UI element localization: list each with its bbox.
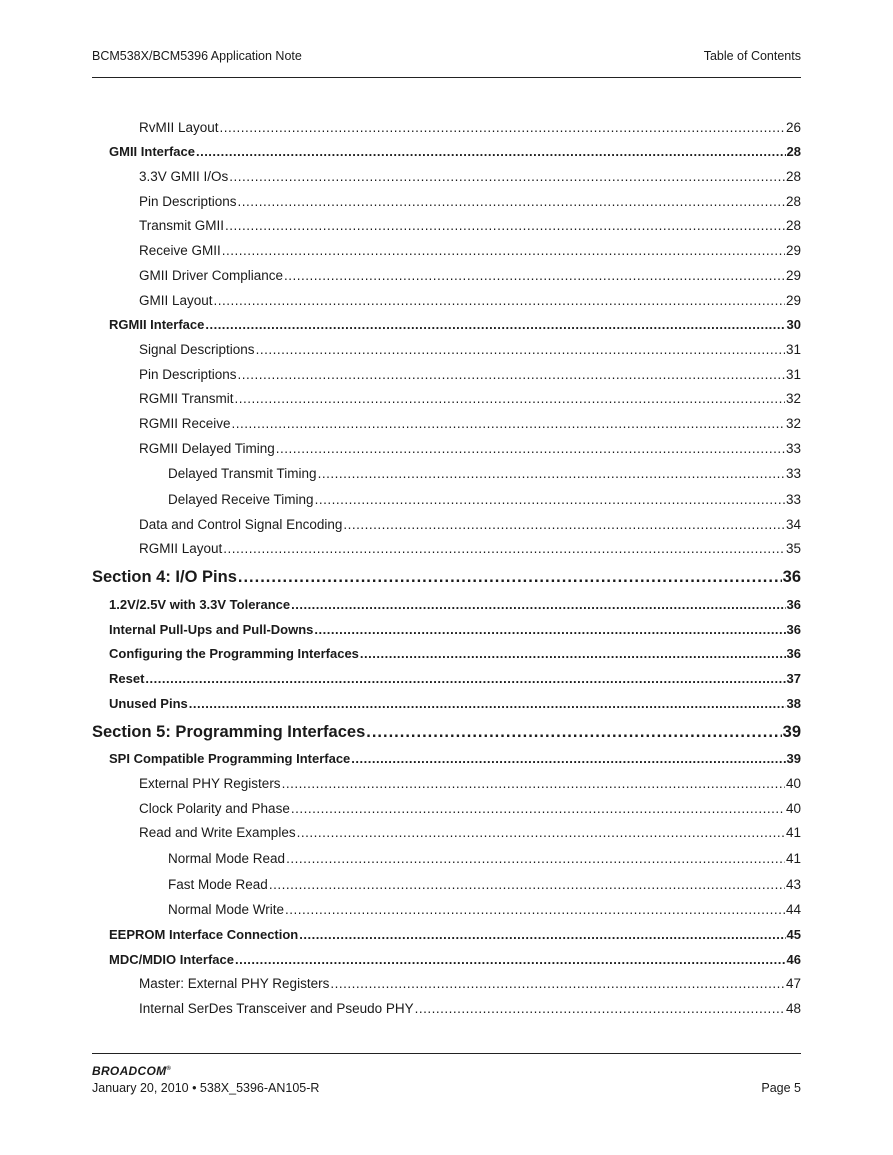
toc-entry[interactable]	[92, 587, 801, 612]
toc-entry-page: 40	[785, 776, 801, 791]
dot-leader	[343, 517, 785, 532]
toc-entry[interactable]	[92, 507, 801, 532]
toc-entry-page: 33	[785, 466, 801, 482]
dot-leader	[256, 342, 785, 357]
toc-entry-title: 3.3V GMII I/Os	[139, 169, 229, 185]
toc-entry-title: Pin Descriptions	[139, 193, 237, 209]
dot-leader	[229, 169, 785, 184]
dot-leader	[205, 317, 785, 332]
dot-leader	[330, 976, 785, 991]
toc-entry[interactable]	[92, 406, 801, 431]
dot-leader	[286, 851, 785, 866]
toc-entry-page: 35	[785, 541, 801, 557]
dot-leader	[291, 801, 785, 816]
toc-entry-title: Section 5: Programming Interfaces	[92, 722, 366, 741]
dot-leader	[314, 622, 785, 637]
toc-entry[interactable]	[92, 866, 801, 892]
toc-entry-title: Reset	[109, 670, 145, 686]
toc-entry-page: 29	[785, 292, 801, 308]
toc-entry-page: 45	[786, 926, 801, 942]
toc-entry-title: Receive GMII	[139, 243, 221, 259]
toc-entry-page: 47	[785, 976, 801, 992]
registered-mark: ®	[166, 1066, 172, 1072]
logo-text: BROADCOM	[92, 1064, 167, 1078]
toc-entry-page: 36	[786, 596, 801, 612]
toc-entry-page: 46	[786, 951, 801, 967]
toc-entry[interactable]	[92, 637, 801, 662]
toc-entry-title: GMII Interface	[109, 144, 195, 160]
toc-entry[interactable]	[92, 686, 801, 711]
toc-entry[interactable]	[92, 357, 801, 382]
toc-entry-title: Read and Write Examples	[139, 825, 296, 841]
toc-entry-title: Internal SerDes Transceiver and Pseudo PHY	[139, 1000, 414, 1016]
toc-entry-page: 29	[785, 267, 801, 283]
dot-leader	[232, 416, 785, 431]
dot-leader	[196, 144, 786, 159]
toc-entry-title: RvMII Layout	[139, 119, 219, 135]
dot-leader	[291, 597, 785, 612]
toc-entry-title: MDC/MDIO Interface	[109, 951, 234, 967]
toc-entry-page: 28	[785, 218, 801, 234]
toc-entry[interactable]	[92, 456, 801, 482]
toc-entry-title: Fast Mode Read	[168, 876, 268, 892]
toc-entry-page: 36	[782, 568, 801, 587]
footer-date-docid: January 20, 2010 • 538X_5396-AN105-R	[92, 1081, 320, 1095]
toc-entry-title: GMII Driver Compliance	[139, 267, 284, 283]
toc-entry-page: 40	[785, 800, 801, 816]
dot-leader	[189, 696, 786, 711]
toc-entry-page: 39	[782, 722, 801, 741]
toc-entry-title: Transmit GMII	[139, 218, 225, 234]
toc-entry-title: Normal Mode Read	[168, 850, 286, 866]
toc-entry-page: 31	[785, 366, 801, 382]
toc-entry[interactable]	[92, 917, 801, 942]
dot-leader	[220, 120, 785, 135]
toc-entry-page: 32	[785, 391, 801, 407]
toc-entry[interactable]	[92, 233, 801, 258]
toc-entry[interactable]	[92, 431, 801, 456]
toc-entry-title: RGMII Layout	[139, 541, 223, 557]
toc-entry-page: 44	[785, 902, 801, 918]
toc-entry[interactable]	[92, 110, 801, 135]
toc-entry-page: 28	[786, 144, 801, 160]
toc-entry-title: Normal Mode Write	[168, 902, 285, 918]
toc-entry-page: 36	[786, 621, 801, 637]
toc-entry-page: 29	[785, 243, 801, 259]
toc-entry[interactable]	[92, 159, 801, 184]
toc-entry[interactable]	[92, 283, 801, 308]
toc-entry-page: 28	[785, 193, 801, 209]
toc-entry-title: External PHY Registers	[139, 776, 281, 791]
toc-entry-page: 38	[786, 695, 801, 711]
dot-leader	[238, 194, 785, 209]
toc-entry-title: EEPROM Interface Connection	[109, 926, 299, 942]
toc-entry-title: Unused Pins	[109, 695, 188, 711]
toc-entry[interactable]	[92, 892, 801, 918]
toc-entry-title: Delayed Receive Timing	[168, 491, 314, 507]
broadcom-logo	[92, 1064, 171, 1078]
toc-entry[interactable]	[92, 184, 801, 209]
toc-entry-title: Clock Polarity and Phase	[139, 800, 290, 816]
toc-entry-title: GMII Layout	[139, 292, 213, 308]
toc-entry[interactable]	[92, 967, 801, 992]
toc-entry[interactable]	[92, 942, 801, 967]
dot-leader	[214, 293, 785, 308]
toc-entry-page: 34	[785, 516, 801, 532]
dot-leader	[297, 825, 785, 840]
toc-entry-title: 1.2V/2.5V with 3.3V Tolerance	[109, 596, 291, 612]
toc-entry-page: 41	[785, 850, 801, 866]
toc-entry-page: 26	[785, 119, 801, 135]
toc-entry[interactable]	[92, 332, 801, 357]
toc-entry-title: RGMII Receive	[139, 415, 231, 431]
toc-entry[interactable]	[92, 840, 801, 866]
toc-entry[interactable]	[92, 481, 801, 507]
toc-entry-page: 43	[785, 876, 801, 892]
dot-leader	[276, 441, 785, 456]
toc-entry-title: Configuring the Programming Interfaces	[109, 646, 359, 662]
toc-entry-page: 41	[785, 825, 801, 841]
toc-section-entry[interactable]	[92, 711, 801, 742]
toc-section-entry[interactable]	[92, 556, 801, 587]
toc-entry-page: 48	[785, 1000, 801, 1016]
toc-entry[interactable]	[92, 612, 801, 637]
dot-leader	[269, 877, 785, 892]
section-title: Table of Contents	[703, 49, 801, 63]
toc-entry[interactable]	[92, 791, 801, 816]
toc-entry-title: RGMII Transmit	[139, 391, 234, 407]
toc-entry-page: 30	[786, 317, 801, 333]
toc-entry[interactable]	[92, 766, 801, 791]
toc-entry-page: 39	[786, 751, 801, 767]
toc-entry[interactable]	[92, 816, 801, 841]
toc-entry-page: 36	[786, 646, 801, 662]
toc-entry[interactable]	[92, 209, 801, 234]
dot-leader	[238, 568, 782, 587]
toc-entry-title: Master: External PHY Registers	[139, 976, 330, 992]
dot-leader	[282, 776, 785, 791]
dot-leader	[235, 952, 786, 967]
toc-entry-title: RGMII Delayed Timing	[139, 440, 275, 456]
dot-leader	[145, 671, 785, 686]
toc-entry[interactable]	[92, 135, 801, 160]
dot-leader	[315, 492, 785, 507]
toc-entry-page: 32	[785, 415, 801, 431]
header-rule	[92, 77, 801, 78]
dot-leader	[284, 268, 785, 283]
dot-leader	[415, 1001, 785, 1016]
toc-entry-title: Data and Control Signal Encoding	[139, 516, 343, 532]
dot-leader	[238, 367, 785, 382]
dot-leader	[360, 646, 786, 661]
dot-leader	[318, 466, 785, 481]
toc-entry[interactable]	[92, 661, 801, 686]
toc-entry-title: SPI Compatible Programming Interface	[109, 751, 351, 767]
dot-leader	[235, 391, 785, 406]
toc-entry-page: 33	[785, 440, 801, 456]
toc-entry-title: Internal Pull-Ups and Pull-Downs	[109, 621, 314, 637]
toc-entry-page: 31	[785, 341, 801, 357]
document-title: BCM538X/BCM5396 Application Note	[92, 49, 302, 63]
toc-entry-page: 37	[786, 670, 801, 686]
toc-entry-title: RGMII Interface	[109, 317, 205, 333]
toc-entry[interactable]	[92, 258, 801, 283]
toc-entry-title: Signal Descriptions	[139, 341, 255, 357]
toc-entry-page: 28	[785, 169, 801, 185]
toc-entry[interactable]	[92, 742, 801, 767]
dot-leader	[299, 927, 785, 942]
page-number: Page 5	[761, 1081, 801, 1095]
toc-entry[interactable]	[92, 308, 801, 333]
toc-entry[interactable]	[92, 382, 801, 407]
dot-leader	[285, 902, 785, 917]
toc-entry-title: Delayed Transmit Timing	[168, 466, 317, 482]
toc-entry-page: 33	[785, 491, 801, 507]
dot-leader	[223, 541, 785, 556]
toc-entry-title: Pin Descriptions	[139, 366, 237, 382]
dot-leader	[222, 243, 785, 258]
dot-leader	[351, 751, 785, 766]
toc-entry[interactable]	[92, 532, 801, 557]
dot-leader	[225, 218, 785, 233]
toc-entry[interactable]	[92, 991, 801, 1016]
footer-rule	[92, 1053, 801, 1054]
dot-leader	[366, 723, 781, 742]
toc-entry-title: Section 4: I/O Pins	[92, 568, 237, 587]
table-of-contents	[92, 110, 801, 1016]
page-header	[92, 49, 801, 69]
